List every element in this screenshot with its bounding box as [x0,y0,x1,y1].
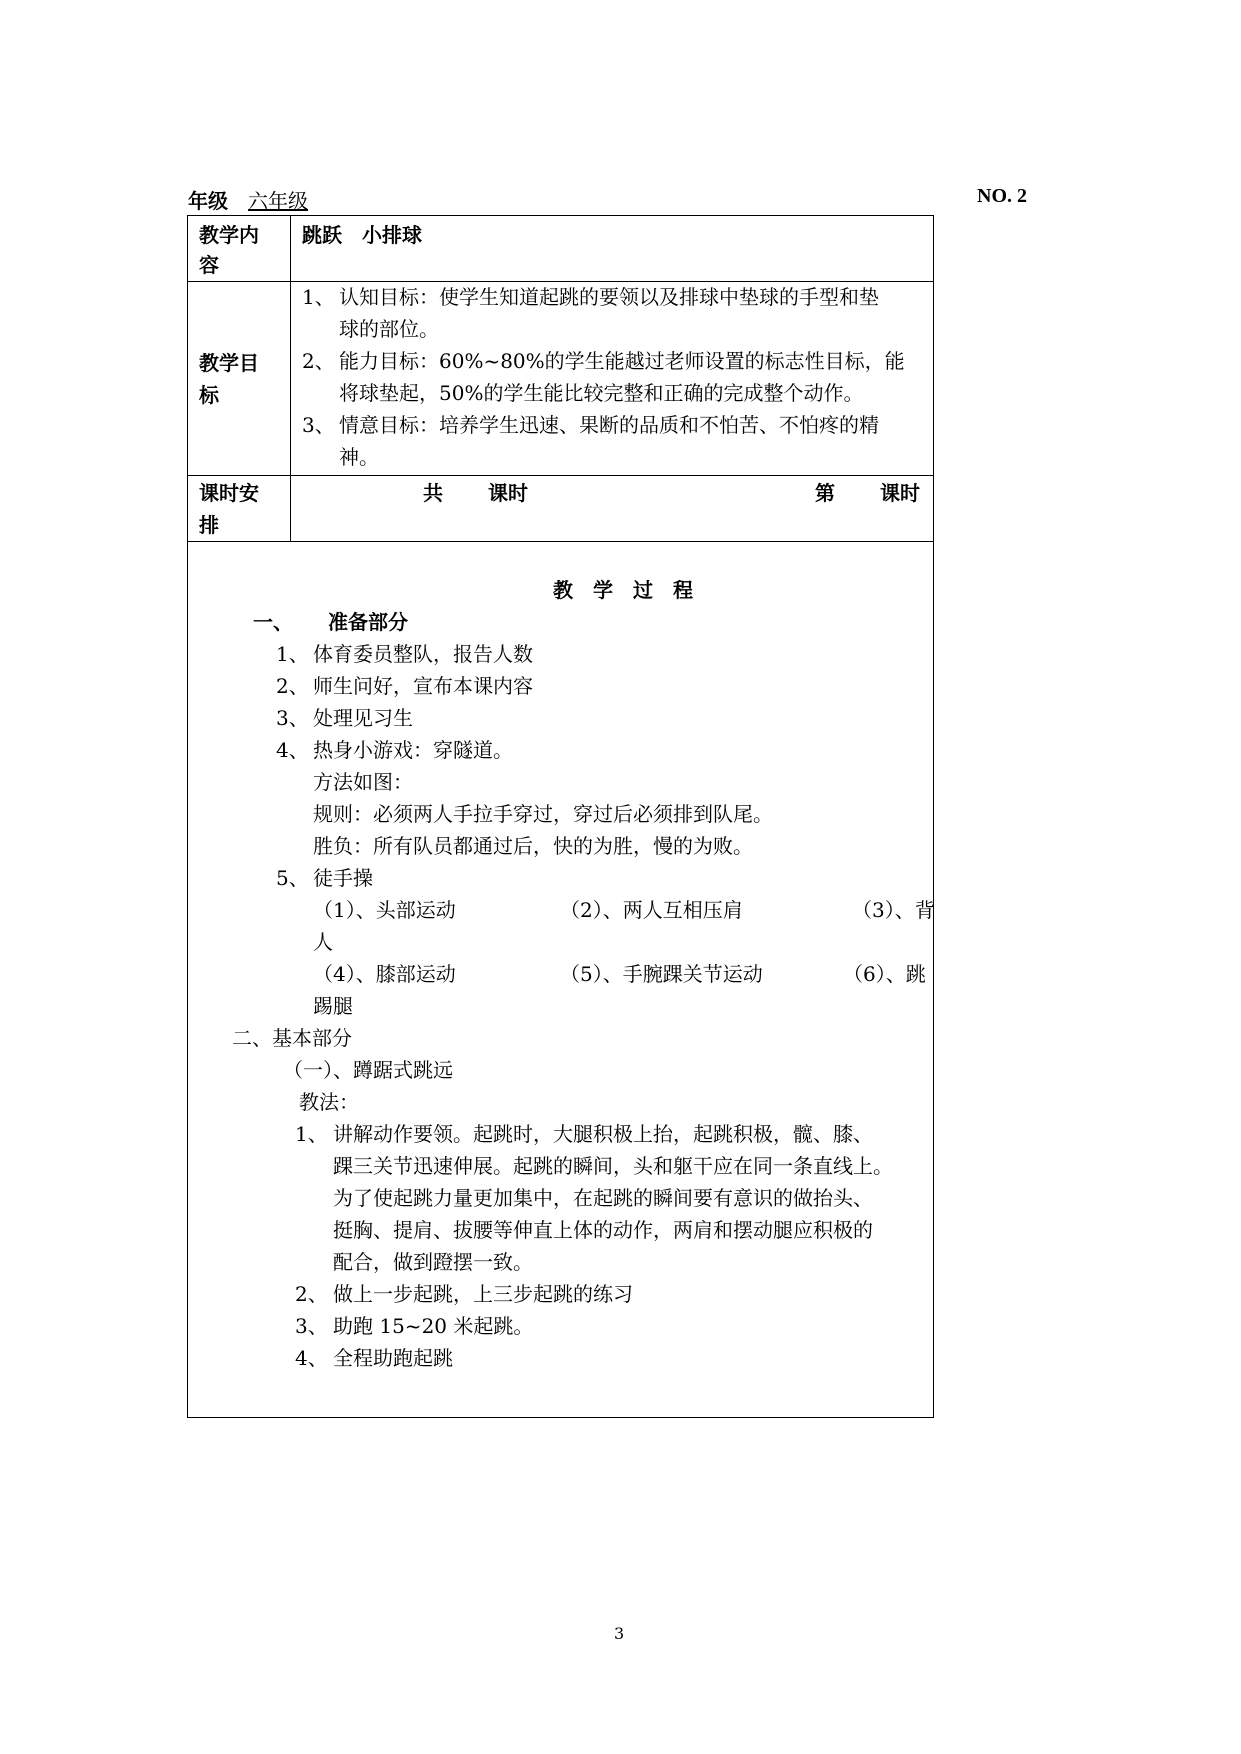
schedule-current-unit: 课时 [880,481,920,505]
game-result: 胜负：所有队员都通过后，快的为胜，慢的为败。 [313,834,753,858]
part1-title: 准备部分 [328,610,408,634]
objective-text: 神。 [339,445,379,469]
part2-title: 二、基本部分 [232,1026,352,1050]
exercise-item-wrap: 踢腿 [313,994,353,1018]
objective-text: 球的部位。 [339,317,439,341]
item5-text: 徒手操 [313,866,373,890]
objective-text: 情意目标：培养学生迅速、果断的品质和不怕苦、不怕疼的精 [339,413,879,437]
schedule-total-unit: 课时 [488,481,528,505]
schedule-total: 共 [423,481,443,505]
method-num: 3、 [295,1314,328,1338]
objective-num: 1、 [302,285,335,309]
part1-item-text: 师生问好，宣布本课内容 [313,674,533,698]
method-text: 挺胸、提肩、拔腰等伸直上体的动作，两肩和摆动腿应积极的 [333,1218,873,1242]
part1-num: 一、 [253,610,293,634]
method-text: 讲解动作要领。起跳时，大腿积极上抬，起跳积极，髋、膝、 [333,1122,873,1146]
content-label-line1: 教学内 [199,223,259,247]
exercise-item: （5）、手腕踝关节运动 [560,962,763,986]
game-rule: 规则：必须两人手拉手穿过，穿过后必须排到队尾。 [313,802,773,826]
method-text: 全程助跑起跳 [333,1346,453,1370]
method-label: 教法： [299,1090,359,1114]
schedule-label-line1: 课时安 [199,481,259,505]
exercise-item: （1）、头部运动 [313,898,456,922]
part1-item-text: 处理见习生 [313,706,413,730]
exercise-item: （2）、两人互相压肩 [560,898,743,922]
grade-label: 年级 [188,189,228,213]
method-num: 4、 [295,1346,328,1370]
method-text: 为了使起跳力量更加集中，在起跳的瞬间要有意识的做抬头、 [333,1186,873,1210]
method-text: 做上一步起跳，上三步起跳的练习 [333,1282,633,1306]
objective-text: 认知目标：使学生知道起跳的要领以及排球中垫球的手型和垫 [339,285,879,309]
method-text: 助跑 15~20 米起跳。 [333,1314,534,1338]
part1-item-num: 4、 [276,738,309,762]
exercise-item-wrap: 人 [313,930,333,954]
exercise-item: （4）、膝部运动 [313,962,456,986]
schedule-label-line2: 排 [199,513,219,537]
objective-num: 3、 [302,413,335,437]
page-number: 3 [614,1624,625,1643]
schedule-current: 第 [815,481,835,505]
objectives-label-line2: 标 [199,383,219,407]
grade-value: 六年级 [248,189,308,213]
part1-item-num: 3、 [276,706,309,730]
process-title: 教 学 过 程 [553,578,693,602]
part1-item-num: 2、 [276,674,309,698]
content-value: 跳跃 小排球 [302,223,422,247]
objectives-label-line1: 教学目 [199,351,259,375]
method-num: 2、 [295,1282,328,1306]
document-number: NO. 2 [977,185,1027,207]
exercise-item: （6）、跳 [843,962,926,986]
part1-item-text: 体育委员整队，报告人数 [313,642,533,666]
objective-text: 将球垫起，50%的学生能比较完整和正确的完成整个动作。 [339,381,864,405]
objective-num: 2、 [302,349,335,373]
content-label-line2: 容 [199,253,219,277]
exercise-item: （3）、背 [852,898,935,922]
item5-num: 5、 [276,866,309,890]
game-method: 方法如图： [313,770,413,794]
method-text: 踝三关节迅速伸展。起跳的瞬间，头和躯干应在同一条直线上。 [333,1154,893,1178]
sub1-title: （一）、蹲踞式跳远 [283,1058,453,1082]
method-num: 1、 [295,1122,328,1146]
part1-item-num: 1、 [276,642,309,666]
objective-text: 能力目标：60%~80%的学生能越过老师设置的标志性目标，能 [339,349,905,373]
method-text: 配合，做到蹬摆一致。 [333,1250,533,1274]
part1-item-text: 热身小游戏：穿隧道。 [313,738,513,762]
